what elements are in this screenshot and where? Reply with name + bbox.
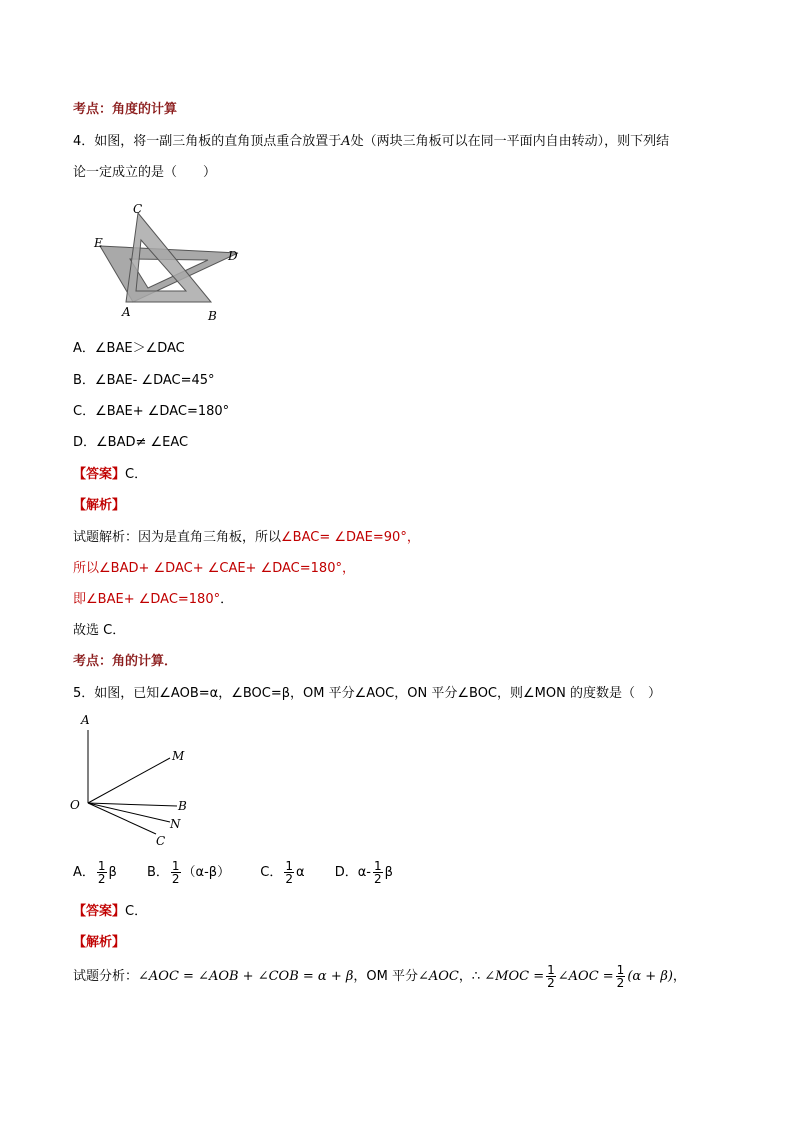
fig-label-a: A [122, 305, 131, 319]
fig5-label-c: C [156, 834, 166, 848]
q5-option-a-frac [97, 860, 107, 885]
frac-num: 1 [373, 859, 382, 873]
q5-analysis-frac-1 [546, 964, 556, 989]
frac-den: 2 [616, 976, 625, 990]
q5-analysis-eq3: ∠MOC = [484, 969, 545, 984]
q4-analysis-3-suffix: ． [220, 592, 234, 607]
q4-answer-label: 【答案】 [73, 467, 126, 482]
q4-analysis-line2 [73, 560, 355, 578]
fig-label-d: D [228, 249, 238, 263]
q4-analysis-label-text: 【解析】 [73, 498, 126, 513]
q4-analysis-1-red: ∠BAC= ∠DAE=90°， [281, 530, 420, 545]
q5-analysis-eq1: ∠AOC = ∠AOB + ∠COB = α + β [138, 969, 354, 984]
q5-option-b-label: B． [146, 865, 169, 880]
kaodian-text: 角度的计算 [112, 102, 178, 117]
fig-label-c: C [133, 202, 143, 216]
q5-analysis-prefix: 试题分析： [73, 969, 139, 984]
q5-option-b [147, 859, 230, 887]
frac-num: 1 [547, 963, 555, 977]
q5-option-d [335, 859, 393, 887]
q5-answer: C． [125, 904, 148, 919]
q5-option-a-tail: β [108, 865, 117, 880]
q5-option-c-frac [284, 860, 294, 885]
q5-analysis-end: ， [672, 969, 686, 984]
q4-stem-var: A [341, 134, 351, 149]
fig5-label-a: A [81, 713, 90, 727]
q4-triangles-figure [88, 200, 248, 325]
q5-analysis-label [73, 934, 125, 952]
q4-analysis-3-prefix: 即 [73, 592, 87, 607]
q4-analysis-3-red: ∠BAE+ ∠DAC=180° [86, 592, 221, 607]
fig-label-b: B [208, 309, 217, 323]
ray-on [88, 803, 170, 822]
q5-option-b-tail: （α-β） [182, 865, 231, 880]
ray-om [88, 758, 170, 803]
q5-analysis-mid2: ，∴ [458, 969, 485, 984]
frac-den: 2 [285, 872, 293, 886]
q5-options [73, 859, 419, 887]
q4-kaodian-line [73, 653, 177, 671]
frac-num: 1 [616, 963, 625, 977]
kaodian-line-top [73, 101, 177, 119]
q5-option-d-tail: β [384, 865, 393, 880]
q4-stem-line2: 论一定成立的是（ ） [73, 165, 217, 180]
q4-kaodian-label: 考点： [73, 654, 113, 669]
q5-stem: 5．如图，已知∠AOB=α，∠BOC=β，OM 平分∠AOC，ON 平分∠BOC，则∠MON 的度数是（ ） [73, 686, 661, 701]
q5-analysis-eq5: (α + β) [627, 969, 673, 984]
frac-den: 2 [97, 872, 106, 886]
frac-num: 1 [97, 859, 106, 873]
q4-option-d: D．∠BAD≠ ∠EAC [73, 435, 189, 450]
q5-option-a-label: A． [73, 865, 95, 880]
kaodian-label: 考点： [73, 102, 113, 117]
q4-answer: C． [125, 467, 148, 482]
q4-option-b: B．∠BAE- ∠DAC=45° [73, 373, 215, 388]
q4-stem-line1 [73, 133, 669, 151]
q5-analysis-eq4: ∠AOC = [557, 969, 614, 984]
q4-option-a: A．∠BAE＞∠DAC [73, 341, 185, 356]
q5-analysis-frac-2 [616, 964, 626, 989]
ray-ob [88, 803, 177, 806]
ray-oc [88, 803, 156, 834]
fig5-label-n: N [170, 817, 181, 831]
frac-den: 2 [171, 872, 180, 886]
q5-analysis-eq2: ∠AOC [417, 969, 459, 984]
q5-option-c-tail: α [295, 865, 305, 880]
q5-option-c [260, 859, 304, 887]
q4-option-c: C．∠BAE+ ∠DAC=180° [73, 404, 230, 419]
frac-num: 1 [285, 859, 293, 873]
q4-kaodian-text: 角的计算． [112, 654, 178, 669]
q4-answer-line [73, 466, 147, 484]
q4-analysis-2-prefix: 所以 [73, 561, 100, 576]
q4-analysis-label [73, 497, 125, 515]
fig5-label-o: O [70, 798, 80, 812]
q5-answer-line [73, 903, 147, 921]
q5-option-b-frac [171, 860, 181, 885]
q4-analysis-line3 [73, 591, 233, 609]
fig-label-e: E [94, 236, 103, 250]
q4-analysis-1-prefix: 试题解析：因为是直角三角板，所以 [73, 530, 282, 545]
q5-angles-figure [66, 712, 206, 852]
q5-analysis-label-text: 【解析】 [73, 935, 126, 950]
q5-option-d-frac [373, 860, 383, 885]
fig5-label-b: B [178, 799, 187, 813]
q4-analysis-line1 [73, 529, 420, 547]
q4-stem-part-a: 4．如图，将一副三角板的直角顶点重合放置于 [73, 134, 342, 149]
fig5-label-m: M [172, 749, 185, 763]
q5-option-c-label: C． [260, 865, 283, 880]
frac-num: 1 [171, 859, 180, 873]
frac-den: 2 [373, 872, 382, 886]
q5-answer-label: 【答案】 [73, 904, 126, 919]
q5-option-d-label: D．α- [334, 865, 371, 880]
q4-stem-part-b: 处（两块三角板可以在同一平面内自由转动），则下列结 [350, 134, 670, 149]
q4-analysis-2-red: ∠BAD+ ∠DAC+ ∠CAE+ ∠DAC=180°， [99, 561, 355, 576]
q5-analysis-line [73, 962, 686, 992]
q4-conclusion: 故选 C． [73, 623, 126, 638]
q5-option-a [73, 859, 117, 887]
q5-analysis-mid: ，OM 平分 [353, 969, 418, 984]
frac-den: 2 [547, 976, 555, 990]
